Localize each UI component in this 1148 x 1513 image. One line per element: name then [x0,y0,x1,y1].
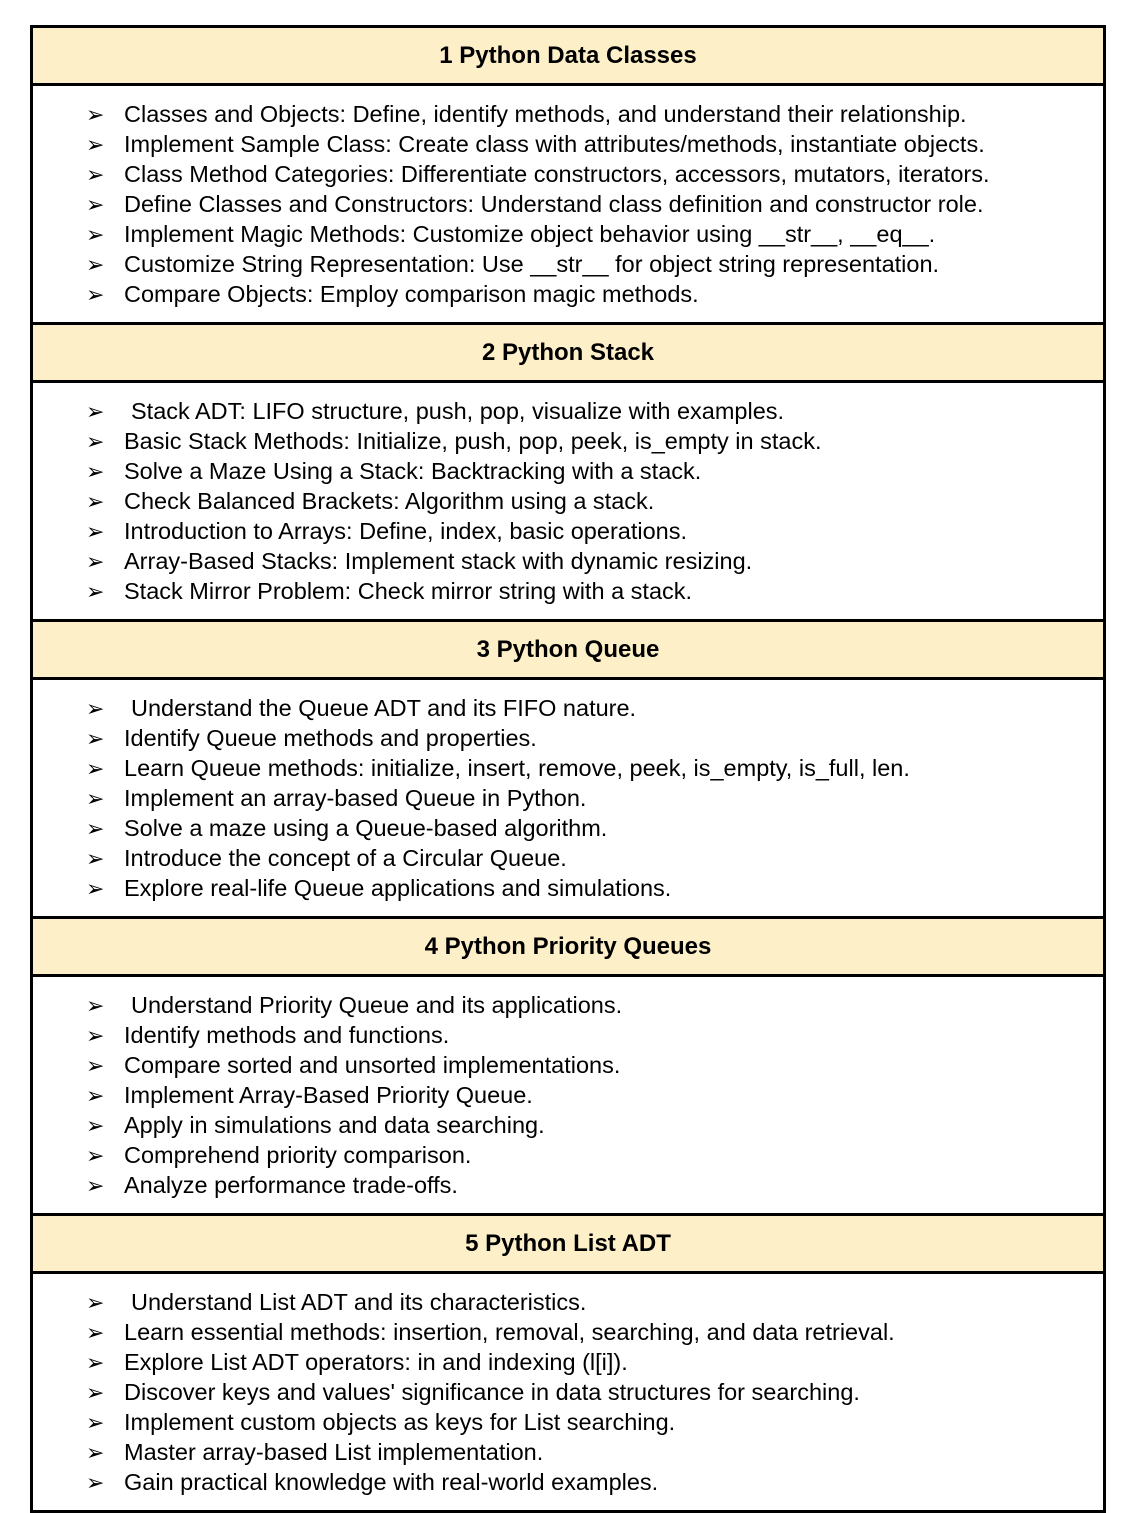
list-item-text: Learn Queue methods: initialize, insert, remove, peek, is_empty, is_full, len. [124,755,910,781]
list-item-text: Analyze performance trade-offs. [124,1172,458,1198]
list-item [33,1438,1103,1468]
list-item-text: Define Classes and Constructors: Understand class definition and constructor role. [124,191,984,217]
list-item [33,1171,1103,1201]
list-item-text: Customize String Representation: Use __str__ for object string representation. [124,251,940,277]
arrow-bullet-icon: ➢ [86,1024,105,1049]
arrow-bullet-icon: ➢ [86,1411,105,1436]
arrow-bullet-icon: ➢ [86,460,105,485]
list-item-text: Apply in simulations and data searching. [124,1112,545,1138]
list-item-text: Understand the Queue ADT and its FIFO nature. [131,695,637,721]
arrow-bullet-icon: ➢ [86,490,105,515]
arrow-bullet-icon: ➢ [86,520,105,545]
list-item [33,130,1103,160]
list-item [33,517,1103,547]
section-4 [33,919,1103,1216]
list-item [33,280,1103,310]
arrow-bullet-icon: ➢ [86,1291,105,1316]
arrow-bullet-icon: ➢ [86,1351,105,1376]
arrow-bullet-icon: ➢ [86,994,105,1019]
list-item-text: Identify Queue methods and properties. [124,725,537,751]
list-item-text: Introduction to Arrays: Define, index, basic operations. [124,518,688,544]
arrow-bullet-icon: ➢ [86,1321,105,1346]
objective-list [33,397,1103,607]
list-item [33,250,1103,280]
list-item-text: Solve a Maze Using a Stack: Backtracking with a stack. [124,458,702,484]
arrow-bullet-icon: ➢ [86,193,105,218]
list-item [33,1378,1103,1408]
arrow-bullet-icon: ➢ [86,103,105,128]
list-item-text: Comprehend priority comparison. [124,1142,472,1168]
list-item [33,754,1103,784]
course-outline-table [30,25,1106,1513]
list-item [33,577,1103,607]
arrow-bullet-icon: ➢ [86,847,105,872]
section-1 [33,28,1103,325]
section-body [33,977,1103,1216]
list-item-text: Explore real-life Queue applications and simulations. [124,875,672,901]
list-item [33,1288,1103,1318]
list-item [33,991,1103,1021]
list-item [33,1348,1103,1378]
list-item-text: Basic Stack Methods: Initialize, push, pop, peek, is_empty in stack. [124,428,822,454]
section-title: 5 Python List ADT [33,1216,1103,1274]
list-item-text: Implement Array-Based Priority Queue. [124,1082,533,1108]
arrow-bullet-icon: ➢ [86,223,105,248]
arrow-bullet-icon: ➢ [86,697,105,722]
arrow-bullet-icon: ➢ [86,1381,105,1406]
list-item [33,487,1103,517]
arrow-bullet-icon: ➢ [86,283,105,308]
list-item [33,1318,1103,1348]
section-body [33,680,1103,919]
arrow-bullet-icon: ➢ [86,1174,105,1199]
list-item-text: Learn essential methods: insertion, removal, searching, and data retrieval. [124,1319,895,1345]
list-item-text: Implement an array-based Queue in Python. [124,785,587,811]
list-item-text: Master array-based List implementation. [124,1439,544,1465]
list-item-text: Discover keys and values' significance in data structures for searching. [124,1379,860,1405]
arrow-bullet-icon: ➢ [86,787,105,812]
arrow-bullet-icon: ➢ [86,727,105,752]
list-item-text: Check Balanced Brackets: Algorithm using a stack. [124,488,655,514]
list-item [33,427,1103,457]
list-item [33,1141,1103,1171]
list-item-text: Stack ADT: LIFO structure, push, pop, visualize with examples. [131,398,785,424]
list-item [33,1021,1103,1051]
arrow-bullet-icon: ➢ [86,400,105,425]
section-title: 3 Python Queue [33,622,1103,680]
section-3 [33,622,1103,919]
list-item-text: Compare sorted and unsorted implementations. [124,1052,621,1078]
list-item [33,874,1103,904]
list-item-text: Solve a maze using a Queue-based algorithm. [124,815,608,841]
arrow-bullet-icon: ➢ [86,877,105,902]
arrow-bullet-icon: ➢ [86,550,105,575]
arrow-bullet-icon: ➢ [86,817,105,842]
list-item-text: Array-Based Stacks: Implement stack with dynamic resizing. [124,548,753,574]
list-item-text: Explore List ADT operators: in and indexing (l[i]). [124,1349,628,1375]
objective-list [33,694,1103,904]
list-item-text: Understand Priority Queue and its applications. [131,992,623,1018]
arrow-bullet-icon: ➢ [86,430,105,455]
list-item [33,190,1103,220]
list-item [33,1468,1103,1498]
arrow-bullet-icon: ➢ [86,133,105,158]
list-item [33,844,1103,874]
section-5 [33,1216,1103,1510]
list-item-text: Gain practical knowledge with real-world examples. [124,1469,659,1495]
list-item [33,814,1103,844]
list-item-text: Stack Mirror Problem: Check mirror string with a stack. [124,578,693,604]
list-item [33,1408,1103,1438]
list-item [33,724,1103,754]
list-item [33,1081,1103,1111]
arrow-bullet-icon: ➢ [86,1084,105,1109]
list-item [33,1111,1103,1141]
list-item [33,397,1103,427]
section-title: 4 Python Priority Queues [33,919,1103,977]
section-title: 1 Python Data Classes [33,28,1103,86]
section-body [33,383,1103,622]
list-item [33,220,1103,250]
objective-list [33,100,1103,310]
list-item [33,100,1103,130]
list-item-text: Implement Sample Class: Create class with attributes/methods, instantiate objects. [124,131,985,157]
list-item-text: Understand List ADT and its characteristics. [131,1289,587,1315]
list-item-text: Classes and Objects: Define, identify methods, and understand their relationship. [124,101,967,127]
section-title: 2 Python Stack [33,325,1103,383]
arrow-bullet-icon: ➢ [86,1471,105,1496]
section-body [33,1274,1103,1510]
arrow-bullet-icon: ➢ [86,1441,105,1466]
list-item-text: Class Method Categories: Differentiate constructors, accessors, mutators, iterators. [124,161,990,187]
list-item [33,694,1103,724]
list-item-text: Implement Magic Methods: Customize object behavior using __str__, __eq__. [124,221,936,247]
objective-list [33,1288,1103,1498]
objective-list [33,991,1103,1201]
list-item-text: Implement custom objects as keys for List searching. [124,1409,676,1435]
arrow-bullet-icon: ➢ [86,1144,105,1169]
arrow-bullet-icon: ➢ [86,163,105,188]
section-2 [33,325,1103,622]
section-body [33,86,1103,325]
list-item [33,784,1103,814]
list-item [33,1051,1103,1081]
arrow-bullet-icon: ➢ [86,757,105,782]
list-item-text: Identify methods and functions. [124,1022,450,1048]
list-item [33,457,1103,487]
list-item-text: Compare Objects: Employ comparison magic methods. [124,281,699,307]
list-item-text: Introduce the concept of a Circular Queue. [124,845,567,871]
list-item [33,160,1103,190]
arrow-bullet-icon: ➢ [86,580,105,605]
list-item [33,547,1103,577]
arrow-bullet-icon: ➢ [86,1054,105,1079]
arrow-bullet-icon: ➢ [86,253,105,278]
arrow-bullet-icon: ➢ [86,1114,105,1139]
